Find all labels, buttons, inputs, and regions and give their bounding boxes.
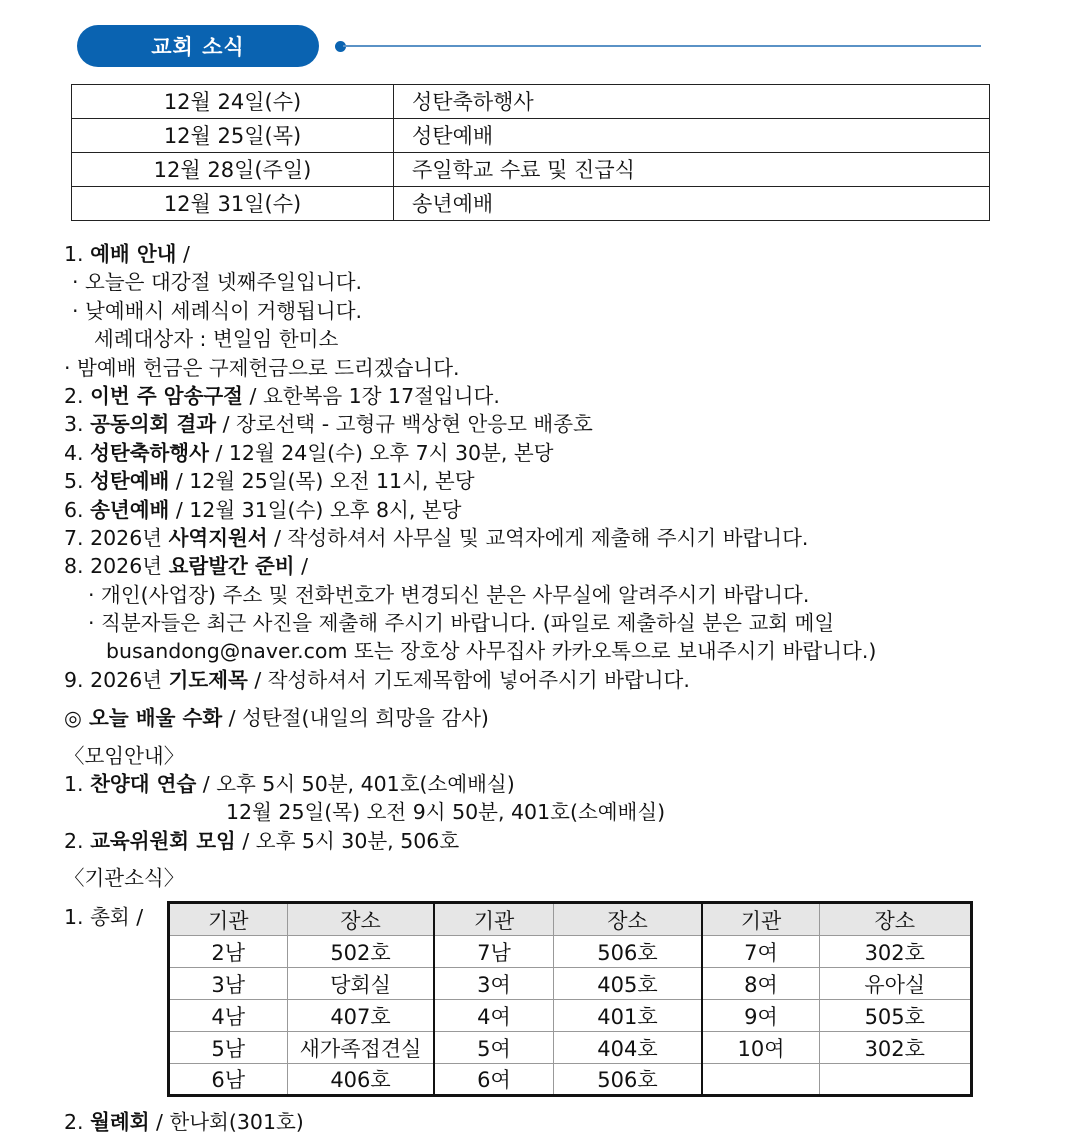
place-cell: 405호: [553, 968, 702, 1000]
monthly-meeting: 2. 월례회 / 한나회(301호): [64, 1110, 304, 1134]
table-header-row: [169, 903, 972, 936]
notice-7: 7. 2026년 사역지원서 / 작성하셔서 사무실 및 교역자에게 제출해 주시기 바랍니다.: [64, 525, 809, 550]
notice-bullet: busandong@naver.com 또는 장호상 사무집사 카카오톡으로 보내주시기 바랍니다.): [106, 639, 877, 664]
col-header: 기관: [702, 903, 819, 936]
event-date: 12월 24일(수): [72, 85, 394, 119]
notice-title: 요람발간 준비: [168, 554, 295, 579]
notice-title: 사역지원서: [168, 525, 268, 550]
org-cell: 4여: [434, 1000, 553, 1032]
table-row: [72, 119, 990, 153]
org-cell: 4남: [169, 1000, 288, 1032]
table-row: [72, 85, 990, 119]
table-row: [169, 1064, 972, 1096]
org-cell: 3남: [169, 968, 288, 1000]
place-cell: 407호: [287, 1000, 434, 1032]
notice-title: 이번 주 암송구절: [90, 383, 243, 408]
notice-bullet: · 직분자들은 최근 사진을 제출해 주시기 바랍니다. (파일로 제출하실 분은 교회 메일: [88, 611, 835, 636]
event-name: 성탄예배: [394, 119, 990, 153]
meeting-title: 월례회: [90, 1110, 150, 1134]
meeting-title: 교육위원회 모임: [90, 828, 236, 853]
col-header: 장소: [553, 903, 702, 936]
org-cell: 7남: [434, 936, 553, 968]
place-cell: 506호: [553, 1064, 702, 1096]
org-cell: 3여: [434, 968, 553, 1000]
notice-5: 5. 성탄예배 / 12월 25일(목) 오전 11시, 본당: [64, 469, 475, 494]
event-name: 주일학교 수료 및 진급식: [394, 153, 990, 187]
org-cell: 7여: [702, 936, 819, 968]
notice-title: 송년예배: [90, 497, 170, 522]
place-cell: 새가족접견실: [287, 1032, 434, 1064]
notice-title: 성탄축하행사: [90, 440, 209, 465]
notice-title: 예배 안내: [90, 242, 177, 266]
notice-8: 8. 2026년 요람발간 준비 /: [64, 554, 308, 579]
org-cell: 6여: [434, 1064, 553, 1096]
notice-9: 9. 2026년 기도제목 / 작성하셔서 기도제목함에 넣어주시기 바랍니다.: [64, 667, 690, 692]
notice-bullet: · 개인(사업장) 주소 및 전화번호가 변경되신 분은 사무실에 알려주시기 바랍니다.: [88, 582, 810, 607]
place-cell: 505호: [819, 1000, 972, 1032]
notice-bullet: · 낮예배시 세례식이 거행됩니다.: [72, 298, 363, 323]
table-row: [72, 153, 990, 187]
col-header: 장소: [819, 903, 972, 936]
org-cell: 10여: [702, 1032, 819, 1064]
table-row: [169, 1032, 972, 1064]
place-cell: 406호: [287, 1064, 434, 1096]
hymn-label: ◎ 오늘 배울 수화: [64, 706, 223, 731]
event-date: 12월 25일(목): [72, 119, 394, 153]
notice-1: 1. 예배 안내 /: [64, 242, 190, 266]
notice-title: 기도제목: [168, 667, 248, 692]
notice-2: 2. 이번 주 암송구절 / 요한복음 1장 17절입니다.: [64, 383, 500, 408]
org-cell: 6남: [169, 1064, 288, 1096]
place-cell: 401호: [553, 1000, 702, 1032]
event-name: 성탄축하행사: [394, 85, 990, 119]
table-row: [169, 968, 972, 1000]
orgs-table: [167, 901, 973, 1097]
notice-bullet: · 밤예배 헌금은 구제헌금으로 드리겠습니다.: [64, 355, 460, 380]
place-cell: 302호: [819, 1032, 972, 1064]
section-title-pill: 교회 소식: [77, 25, 319, 67]
meeting-1: 1. 찬양대 연습 / 오후 5시 50분, 401호(소예배실): [64, 772, 515, 797]
org-cell: 8여: [702, 968, 819, 1000]
events-table: [71, 84, 990, 221]
section-header: [77, 25, 987, 69]
place-cell: 502호: [287, 936, 434, 968]
meeting-title: 찬양대 연습: [90, 772, 197, 797]
notice-bullet: · 오늘은 대강절 넷째주일입니다.: [72, 270, 363, 295]
place-cell: 506호: [553, 936, 702, 968]
col-header: 장소: [287, 903, 434, 936]
notice-title: 성탄예배: [90, 469, 170, 494]
org-cell: 5여: [434, 1032, 553, 1064]
hymn-line: ◎ 오늘 배울 수화 / 성탄절(내일의 희망을 감사): [64, 706, 489, 731]
place-cell: 당회실: [287, 968, 434, 1000]
notice-list: [64, 240, 1024, 893]
place-cell: 404호: [553, 1032, 702, 1064]
place-cell: 302호: [819, 936, 972, 968]
notice-6: 6. 송년예배 / 12월 31일(수) 오후 8시, 본당: [64, 497, 462, 522]
meeting-1-continued: 12월 25일(목) 오전 9시 50분, 401호(소예배실): [226, 800, 666, 825]
org-cell: [702, 1064, 819, 1096]
org-cell: 9여: [702, 1000, 819, 1032]
notice-title: 공동의회 결과: [90, 412, 217, 437]
table-row: [169, 936, 972, 968]
notice-4: 4. 성탄축하행사 / 12월 24일(수) 오후 7시 30분, 본당: [64, 440, 554, 465]
notice-3: 3. 공동의회 결과 / 장로선택 - 고형규 백상현 안응모 배종호: [64, 412, 593, 437]
meetings-heading: 〈모임안내〉: [64, 743, 185, 768]
event-name: 송년예배: [394, 187, 990, 221]
meeting-2: 2. 교육위원회 모임 / 오후 5시 30분, 506호: [64, 828, 460, 853]
notice-bullet: 세례대상자 : 변일임 한미소: [94, 327, 339, 352]
col-header: 기관: [169, 903, 288, 936]
table-row: [72, 187, 990, 221]
org-cell: 5남: [169, 1032, 288, 1064]
event-date: 12월 28일(주일): [72, 153, 394, 187]
orgs-heading: 〈기관소식〉: [64, 866, 185, 891]
event-date: 12월 31일(수): [72, 187, 394, 221]
header-divider: [343, 45, 981, 47]
place-cell: 유아실: [819, 968, 972, 1000]
org-cell: 2남: [169, 936, 288, 968]
table-row: [169, 1000, 972, 1032]
place-cell: [819, 1064, 972, 1096]
col-header: 기관: [434, 903, 553, 936]
general-assembly-label: 1. 총회 /: [64, 905, 144, 929]
